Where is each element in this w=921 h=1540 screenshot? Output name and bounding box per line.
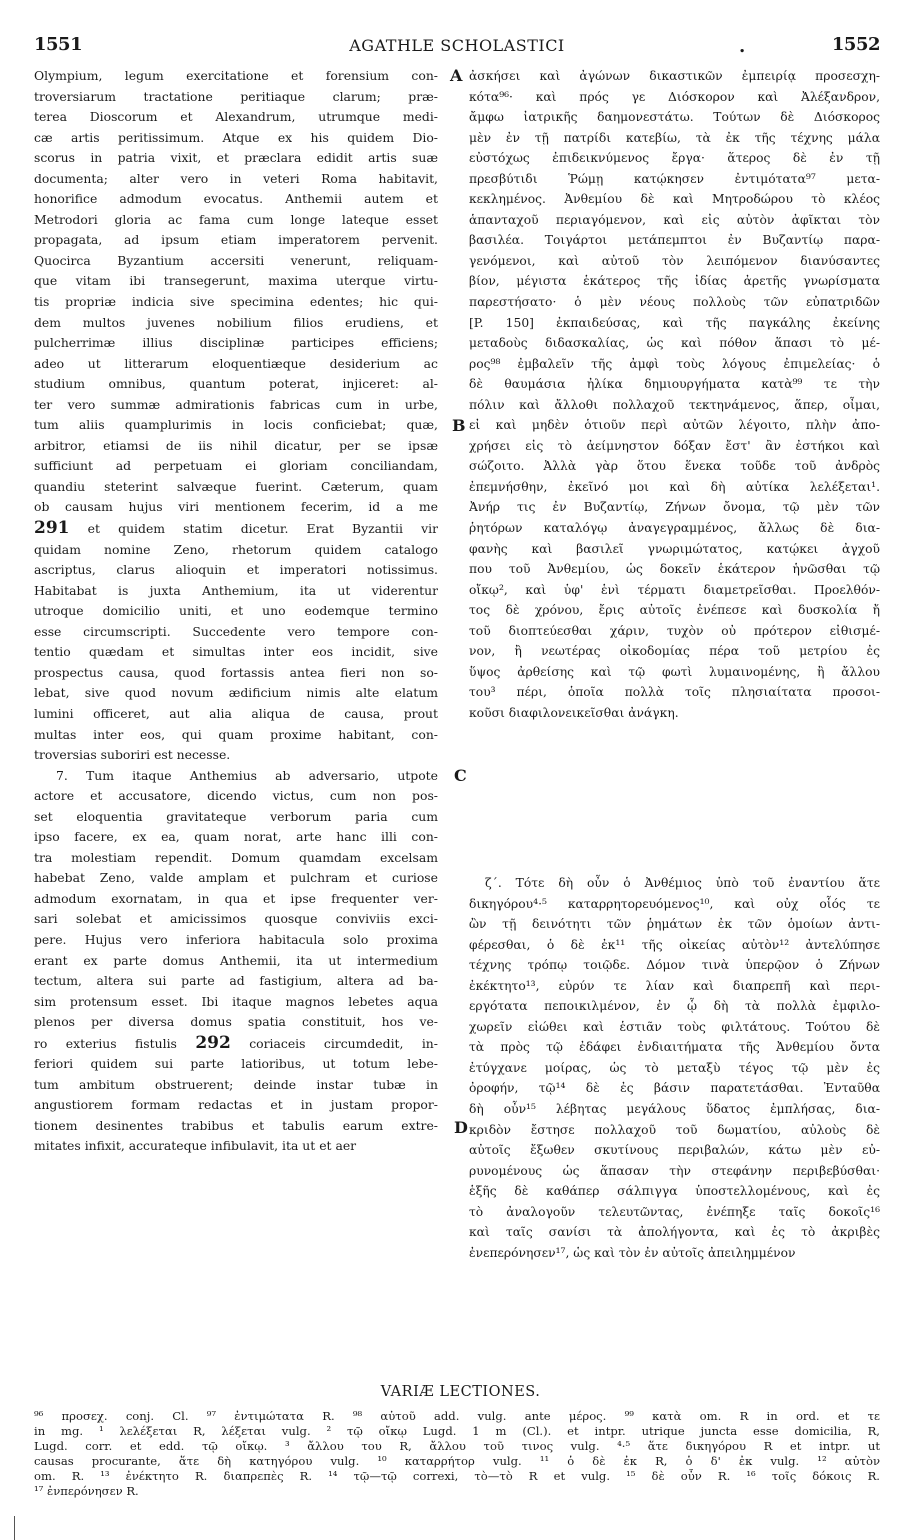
variant-reading-line: Lugd. corr. et edd. τῷ οἴκῳ. ³ ἄλλου του R, ἄλλου τοῦ τινος vulg. ⁴·⁵ ἅτε δικηγόρου R et intpr. ut [34, 1439, 880, 1453]
text-line: κοῦσι διαφιλονεικεῖσθαι ἀνάγκη. [469, 705, 679, 720]
text-line: dem multos juvenes nobilium filios erudiens, et [34, 314, 438, 330]
text-line: tra molestiam rependit. Domum quamdam excelsam [34, 849, 438, 865]
column-number: 292 [195, 1032, 231, 1053]
text-line: εὐστόχως ἐπιδεικνύμενος ἔργα· ἅτερος δὲ ἐν τῇ [469, 151, 880, 166]
text-line: εργότατα πεποικιλμένον, ἐν ᾧ δὴ τὰ πολλὰ ἐμφιλο- [469, 999, 880, 1014]
text-line: ζ΄. Τότε δὴ οὖν ὁ Ἀνθέμιος ὑπὸ τοῦ ἐναντίου ἅτε [485, 876, 880, 890]
variae-lectiones-title: VARIÆ LECTIONES. [380, 1384, 541, 1400]
variant-reading-line: om. R. ¹³ ἐνέκτητο R. διαπρεπὲς R. ¹⁴ τῷ—τῷ correxi, τὸ—τὸ R et vulg. ¹⁵ δὲ οὖν R. ¹⁶ τοῖς δόκοις R. [34, 1469, 880, 1483]
text-line: utroque domicilio uniti, et uno eodemque termino [34, 603, 438, 619]
page-number-right: 1552 [831, 34, 880, 55]
text-line: tentio quædam et simultas inter eos incidit, sive [34, 644, 438, 660]
text-line: habebat Zeno, valde amplam et pulchram et curiose [34, 870, 438, 886]
text-line: sim protensum esset. Ibi itaque magnos lebetes aqua [34, 993, 438, 1009]
text-line: tionem desinentes trabibus et tabulis earum extre- [34, 1117, 438, 1133]
text-line: multas inter eos, qui quam proxime habitant, con- [34, 726, 438, 742]
text-line: honorifice admodum evocatus. Anthemii autem et [34, 191, 438, 207]
header-dot: . [739, 36, 746, 57]
text-line: tum aliis quamplurimis in locis conficiebat; quæ, [34, 417, 438, 433]
text-line: δὲ θαυμάσια ἠλίκα δημιουργήματα κατὰ⁹⁹ τε τὴν [469, 377, 880, 392]
text-line: τὸ ἀναλογοῦν τελευτῶντας, ἐνέπηξε ταῖς δοκοῖς¹⁶ [469, 1204, 880, 1219]
running-title: AGATHLE SCHOLASTICI [349, 36, 565, 55]
variae-lectiones-notes [34, 1409, 880, 1499]
text-line: lumini officeret, aut alia aliqua de causa, prout [34, 705, 438, 721]
text-line: ρος⁹⁸ ἐμβαλεῖν τῆς ἀμφὶ τοὺς λόγους ἐπιμελείας· ὁ [469, 356, 880, 371]
text-line: 7. Tum itaque Anthemius ab adversario, utpote [56, 767, 438, 783]
section-marker-c: C [454, 766, 467, 785]
text-line: pere. Hujus vero inferiora habitacula solo proxima [34, 931, 438, 947]
section-marker-a: A [450, 66, 463, 85]
text-line: 291 et quidem statim dicetur. Erat Byzantii vir [34, 518, 438, 539]
text-line: quidam nomine Zeno, rhetorum quidem catalogo [34, 541, 438, 557]
variant-reading-line: ⁹⁶ προσεχ. conj. Cl. ⁹⁷ ἐντιμώτατα R. ⁹⁸ αὐτοῦ add. vulg. ante μέρος. ⁹⁹ κατὰ om. R in ord. et τε [34, 1409, 880, 1423]
text-line: ρυνομένους ὡς ἅπασαν τὴν στεφάνην περιβεβύσθαι· [469, 1163, 880, 1178]
text-line: documenta; alter vero in veteri Roma habitavit, [34, 170, 438, 186]
section-marker-d: D [454, 1118, 468, 1137]
text-line: ἐνεπερόνησεν¹⁷, ὡς καὶ τὸν ἐν αὐτοῖς ἀπειλημμένον [469, 1245, 796, 1260]
text-line: quandiu steterint salvæque fuerint. Cæterum, quam [34, 478, 438, 494]
text-line: tectum, altera sui parte ad fastigium, altera ad ba- [34, 973, 438, 989]
latin-column [34, 66, 438, 1157]
text-line: propagata, ad ipsum etiam imperatorem pervenit. [34, 232, 438, 248]
text-line: ῥητόρων καταλόγῳ ἀναγεγραμμένος, ἄλλως δὲ δια- [469, 521, 880, 536]
text-line: αὐτοῖς ἔξωθεν σκυτίνους περιβαλών, κάτω μὲν εὐ- [469, 1143, 880, 1158]
text-line: pulcherrimæ illius disciplinæ participes efficiens; [34, 335, 438, 351]
text-line: actore et accusatore, dicendo victus, cum non pos- [34, 788, 438, 804]
text-line: troversias suboriri est necesse. [34, 747, 231, 763]
variant-reading-line: ¹⁷ ἐνπερόνησεν R. [34, 1484, 139, 1498]
text-line: scorus in patria vixit, et præclara edidit artis suæ [34, 150, 438, 166]
text-line: που τοῦ Ἀνθεμίου, ὡς δοκεῖν ἑκάτερον ἡνῶσθαι τῷ [469, 562, 880, 577]
text-line: tum ambitum obstruerent; deinde instar tubæ in [34, 1076, 438, 1092]
text-line: σώζοιτο. Ἀλλὰ γὰρ ὅτου ἕνεκα τοῦδε τοῦ ἀνδρὸς [469, 459, 880, 474]
text-line: cæ artis peritissimum. Atque ex his quidem Dio- [34, 129, 438, 145]
text-line: μεταδοὺς διδασκαλίας, ὡς καὶ πόθον ἅπασι τὸ μέ- [469, 336, 880, 351]
text-line: κότα⁹⁶· καὶ πρός γε Διόσκορον καὶ Ἀλέξανδρον, [469, 89, 880, 104]
text-line: ὀροφήν, τῷ¹⁴ δὲ ἐς βάσιν παρατετάσθαι. Ἐνταῦθα [469, 1081, 880, 1096]
section-marker-b: B [452, 416, 466, 435]
text-line: terea Dioscorum et Alexandrum, utrumque medi- [34, 109, 438, 125]
text-line: Olympium, legum exercitatione et forensium con- [34, 68, 438, 83]
text-line: εἰ καὶ μηδὲν ὁτιοῦν περὶ αὐτῶν λέγοιτο, πλὴν ἀπο- [469, 418, 880, 433]
text-line: ἁπανταχοῦ περιαγόμενον, καὶ εἰς αὐτὸν ἀφῖκται τὸν [469, 212, 880, 227]
text-line: [P. 150] ἐκπαιδεύσας, καὶ τῆς παγκάλης ἐκείνης [469, 315, 880, 330]
text-line: βίον, μέγιστα ἑκάτερος τῆς ἰδίας ἀρετῆς γνωρίσματα [469, 274, 880, 289]
text-line: φανὴς καὶ βασιλεῖ γνωριμώτατος, κατῴκει ἀγχοῦ [469, 541, 880, 556]
text-line: mitates infixit, accurateque infibulavit, ita ut et aer [34, 1138, 357, 1154]
text-line: τὰ πρὸς τῷ ἐδάφει ἐνδιαιτήματα τῆς Ἀνθεμίου ὄντα [469, 1040, 880, 1055]
text-line: ὢν τῇ δεινότητι τῶν ῥημάτων ἐκ τῶν ὁμοίων ἀντι- [469, 917, 880, 932]
page-header [34, 34, 880, 64]
text-line: ἐτύγχανε μοίρας, ὡς τὸ μεταξὺ τέγος τῷ μὲν ἐς [469, 1060, 880, 1075]
text-line: δικηγόρου⁴·⁵ καταρρητορευόμενος¹⁰, καὶ οὐχ οἷός τε [469, 896, 880, 911]
text-line: ἀσκήσει καὶ ἀγώνων δικαστικῶν ἐμπειρίᾳ προσεσχη- [469, 69, 880, 83]
text-line: παρεστήσατο· ὁ μὲν νέους πολλοὺς τῶν εὐπατριδῶν [469, 295, 880, 310]
text-line: κριδὸν ἔστησε πολλαχοῦ τοῦ δωματίου, αὐλοὺς δὲ [469, 1122, 880, 1137]
text-line: Habitabat is juxta Anthemium, ita ut viderentur [34, 582, 438, 598]
greek-column-lower [469, 873, 880, 1263]
text-line: ipso facere, ex ea, quam norat, arte hanc illi con- [34, 829, 438, 845]
text-line: καὶ ταῖς σανίσι τὰ ἀπολήγοντα, καὶ ἐς τὸ ἀκριβὲς [469, 1225, 880, 1240]
text-line: feriori quidem sui parte latioribus, ut totum lebe- [34, 1056, 438, 1072]
text-line: studium omnibus, quantum poterat, injiceret: al- [34, 376, 438, 392]
text-line: ἑξῆς δὲ καθάπερ σάλπιγγα ὑποστελλομένους, καὶ ἐς [469, 1184, 880, 1199]
text-line: τοῦ διοπτεύεσθαι χάριν, τυχὸν οὐ πρότερον εἰθισμέ- [469, 623, 880, 638]
text-line: prospectus causa, quod fortassis antea fieri non so- [34, 664, 438, 680]
text-line: βασιλέα. Τοιγάρτοι μετάπεμπτοι ἐν Βυζαντίῳ παρα- [469, 233, 880, 248]
text-line: του³ πέρι, ὁποῖα πολλὰ τοῖς πλησιαίτατα προσοι- [469, 685, 880, 700]
text-line: plenos per diversa domus spatia constituit, hos ve- [34, 1014, 438, 1030]
text-line: arbitror, etiamsi de iis nihil dicatur, per se ipsæ [34, 437, 438, 453]
variant-reading-line: causas procurante, ἅτε δὴ κατηγόρου vulg. ¹⁰ καταρρήτορ vulg. ¹¹ ὁ δὲ ἐκ R, ὁ δ' ἐκ vulg. ¹² αὐτὸν [34, 1454, 880, 1468]
page-number-left: 1551 [34, 34, 83, 55]
text-line: τος δὲ χρόνου, ἔρις αὐτοῖς ἐνέπεσε καὶ δυσκολία ἤ [469, 603, 880, 618]
text-line: ascriptus, clarus alioquin et imperatori notissimus. [34, 562, 438, 578]
text-line: Quocirca Byzantium accersiti venerunt, reliquam- [34, 252, 438, 268]
margin-rule [14, 1516, 15, 1540]
text-line: que vitam ibi transegerunt, maxima uterque virtu- [34, 273, 438, 289]
variant-reading-line: in mg. ¹ λελέξεται R, λέξεται vulg. ² τῷ οἴκῳ Lugd. 1 m (Cl.). et intpr. utrique juncta esse domicilia, R, [34, 1424, 880, 1438]
text-line: Metrodori gloria ac fama cum longe lateque esset [34, 211, 438, 227]
text-line: erant ex parte domus Anthemii, ita ut intermedium [34, 952, 438, 968]
text-line: ὕψος ἀρθείσης καὶ τῷ φωτὶ λυμαινομένης, ἢ ἄλλου [469, 664, 880, 679]
text-line: troversiarum tractatione peritiaque clarum; præ- [34, 88, 438, 104]
text-line: ἄμφω ἰατρικῆς δαημονεστάτω. Τούτων δὲ Διόσκορος [469, 110, 880, 125]
text-line: πρεσβύτιδι Ῥώμῃ κατῴκησεν ἐντιμότατα⁹⁷ μετα- [469, 171, 880, 186]
text-line: Ἀνήρ τις ἐν Βυζαντίῳ, Ζήνων ὄνομα, τῷ μὲν τῶν [469, 500, 880, 515]
text-line: νον, ἢ νεωτέρας οἰκοδομίας πέρα τοῦ μετρίου ἐς [469, 644, 880, 659]
text-line: γενόμενοι, καὶ αὐτοῦ τὸν λειπόμενον διανύσαντες [469, 253, 880, 268]
text-line: οἴκῳ², καὶ ὑφ' ἑνὶ τέρματι διαμετρεῖσθαι. Προελθόν- [469, 582, 880, 597]
text-line: μὲν ἐν τῇ πατρίδι κατεβίω, τὰ ἐκ τῆς τέχνης μάλα [469, 130, 880, 145]
text-line: sari solebat et amicissimos quosque conviviis exci- [34, 911, 438, 927]
text-line: ro exterius fistulis 292 coriaceis circumdedit, in- [34, 1032, 438, 1053]
text-line: πόλιν καὶ ἄλλοθι πολλαχοῦ τεκτηνάμενος, ἅπερ, οἶμαι, [469, 397, 880, 412]
text-line: sufficiunt ad perpetuam ei gloriam conciliandam, [34, 458, 438, 474]
text-line: τέχνης τρόπῳ τοιῷδε. Δόμον τινὰ ὑπερῷον ὁ Ζήνων [469, 958, 880, 973]
text-line: φέρεσθαι, ὁ δὲ ἐκ¹¹ τῆς οἰκείας αὐτὸν¹² ἀντελύπησε [469, 937, 880, 952]
text-line: ob causam hujus viri mentionem fecerim, id a me [34, 499, 438, 515]
text-line: ἐκέκτητο¹³, εὐρύν τε λίαν καὶ διαπρεπῆ καὶ περι- [469, 978, 880, 993]
greek-column-upper [469, 66, 880, 724]
text-line: χωρεῖν εἰώθει καὶ ἑστιᾶν τοὺς φιλτάτους. Τούτου δὲ [469, 1019, 880, 1034]
text-line: angustiorem formam redactas et in justam propor- [34, 1097, 438, 1113]
text-line: set eloquentia gravitateque verborum paria cum [34, 808, 438, 824]
text-line: admodum exornatam, in qua et ipse frequenter ver- [34, 890, 438, 906]
text-line: κεκλημένος. Ἀνθεμίου δὲ καὶ Μητροδώρου τὸ κλέος [469, 192, 880, 207]
text-line: tis propriæ indicia sive specimina edentes; hic qui- [34, 294, 438, 310]
text-line: ter vero summæ admirationis fabricas cum in urbe, [34, 396, 438, 412]
text-line: esse circumscripti. Succedente vero tempore con- [34, 623, 438, 639]
text-line: χρήσει εἰς τὸ ἀείμνηστον δόξαν ἔστ' ἂν ἐστήκοι καὶ [469, 438, 880, 453]
column-number: 291 [34, 518, 70, 539]
text-line: lebat, sive quod novum ædificium nimis alte elatum [34, 685, 438, 701]
text-line: δὴ οὖν¹⁵ λέβητας μεγάλους ὕδατος ἐμπλήσας, δια- [469, 1102, 880, 1117]
text-line: adeo ut litterarum eloquentiæque desiderium ac [34, 355, 438, 371]
text-line: ἐπεμνήσθην, ἐκεῖνό μοι καὶ δὴ αὐτίκα λελέξεται¹. [469, 479, 880, 494]
